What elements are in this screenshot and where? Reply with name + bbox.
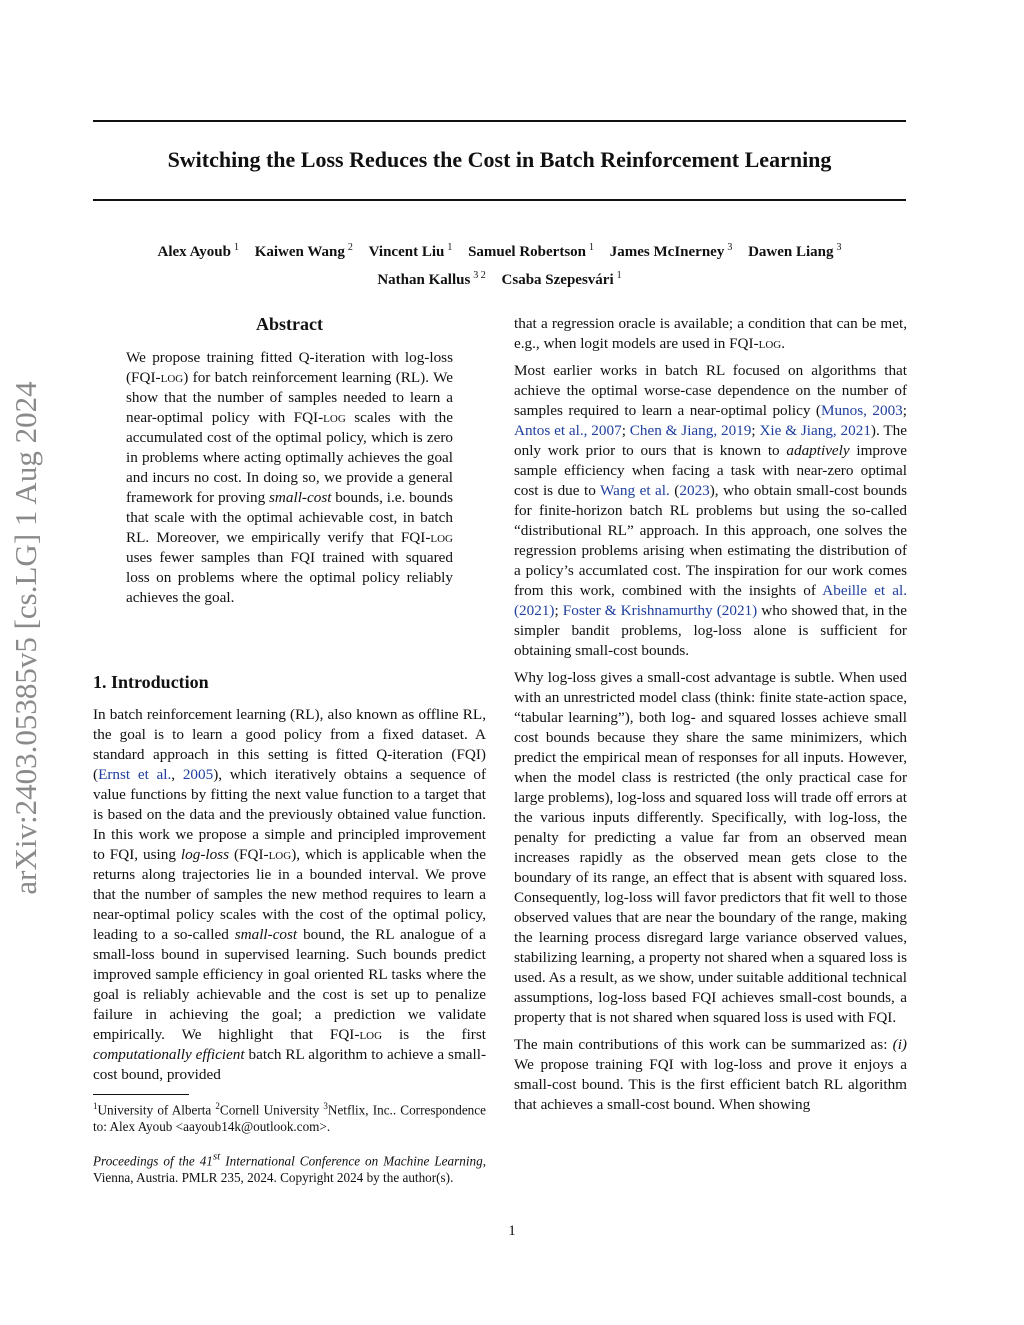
citation-link[interactable]: Antos et al., 2007 bbox=[514, 422, 622, 439]
citation-link[interactable]: Abeille et al. (2021) bbox=[514, 582, 908, 619]
paragraph: The main contributions of this work can be summarized as: (i) We propose training FQI with log-loss and prove it enjoys a small-cost bound. This is the first efficient batch RL algorithm that achieves a small-cost bound. When showing bbox=[514, 1036, 907, 1113]
citation-link[interactable]: 2023 bbox=[679, 482, 710, 499]
introduction-body: In batch reinforcement learning (RL), also known as offline RL, the goal is to learn a good policy from a fixed dataset. A standard approach in this setting is fitted Q-iteration (FQI) (Ernst et al., 2005), which iteratively obtains a sequence of value functions by fitting the next value function to a target that is based on the data and the previously obtained value function. In this work we propose a simple and principled improvement to FQI, using log-loss (FQI-log), which is applicable when the returns along trajectories lie in a bounded interval. We prove that the number of samples the new method requires to learn a near-optimal policy scales with the cost of the optimal policy, leading to a so-called small-cost bound, the RL analogue of a small-loss bound in supervised learning. Such bounds predict improved sample efficiency in goal oriented RL tasks where the goal is reliably achievable and the cost is set up to penalize failure in achieving the goal; a prediction we validate empirically. We highlight that FQI-log is the first computationally efficient batch RL algorithm to achieve a small-cost bound, provided bbox=[93, 706, 487, 1083]
author: Alex Ayoub $^1$ bbox=[157, 242, 239, 260]
abstract-body: We propose training fitted Q-iteration with log-loss (FQI-log) for batch reinforcement learning (RL). We show that the number of samples needed to learn a near-optimal policy with FQI-log scales with the accumulated cost of the optimal policy, which is zero in problems where acting optimally achieves the goal and incurs no cost. In doing so, we provide a general framework for proving small-cost bounds, i.e. bounds that scale with the optimal achievable cost, in batch RL. Moreover, we empirically verify that FQI-log uses fewer samples than FQI trained with squared loss on problems where the optimal policy reliably achieves the goal. bbox=[126, 349, 453, 606]
right-column-body bbox=[514, 314, 907, 1115]
citation-link[interactable]: Foster & Krishnamurthy (2021) bbox=[562, 602, 758, 619]
citation-link[interactable]: Wang et al. bbox=[600, 482, 670, 499]
abstract-heading: Abstract bbox=[256, 314, 323, 334]
arxiv-stamp: arXiv:2403.05385v5 [cs.LG] 1 Aug 2024 bbox=[8, 381, 43, 895]
paper-title: Switching the Loss Reduces the Cost in Batch Reinforcement Learning bbox=[167, 147, 832, 172]
title-rule-top bbox=[93, 120, 906, 122]
citation-link[interactable]: 2005 bbox=[182, 766, 214, 783]
paragraph: Most earlier works in batch RL focused on algorithms that achieve the optimal worse-case dependence on the number of samples required to learn a near-optimal policy (Munos, 2003; Antos et al., 2007; Chen & Jiang, 2019; Xie & Jiang, 2021). The only work prior to ours that is known to adaptively improve sample efficiency when facing a task with near-zero optimal cost is due to Wang et al. (2023), who obtain small-cost bounds for finite-horizon batch RL problems but using the so-called “distributional RL” approach. In this approach, one solves the regression problems arising when estimating the distribution of a policy’s accumlated cost. The inspiration for our work comes from this work, combined with the insights of Abeille et al. (2021); Foster & Krishnamurthy (2021) who showed that, in the simpler bandit problems, log-loss alone is sufficient for obtaining small-cost bounds. bbox=[514, 362, 908, 659]
footnote-rule bbox=[93, 1094, 189, 1095]
author: Vincent Liu $^1$ bbox=[368, 242, 453, 260]
author-list bbox=[93, 236, 906, 292]
paragraph: that a regression oracle is available; a condition that can be met, e.g., when logit models are used in FQI-log. bbox=[514, 315, 907, 352]
author: James McInerney $^3$ bbox=[609, 242, 733, 260]
paragraph: Why log-loss gives a small-cost advantage is subtle. When used with an unrestricted model class (think: finite state-action space, “tabular learning”), both log- and squared losses achieve small cost bounds because they share the same minimizers, which predict the empirical mean of responses for all inputs. However, when the model class is restricted (the only practical case for large problems), log-loss and squared loss will trade off errors at the various inputs differently. Specifically, with log-loss, the penalty for predicting a value far from an observed mean increases rapidly as the observed mean gets close to the boundary of its range, an effect that is absent with squared loss. Consequently, log-loss will favor predictors that fit well to those observed values that are near the boundary of the range, making the learning process disregard large variance observed values, stabilizing learning, a property not shared when a squared loss is used. As a result, as we show, under suitable additional technical assumptions, log-loss based FQI achieves small-cost bounds, a property that is not shared when squared loss is used with FQI. bbox=[514, 669, 907, 1026]
section-heading-introduction: 1. Introduction bbox=[93, 672, 209, 692]
citation-link[interactable]: Ernst et al. bbox=[98, 766, 172, 783]
affiliation-footnote: $^1$University of Alberta $^2$Cornell University $^3$Netflix, Inc.. Correspondence to: Alex Ayoub <aayoub14k@outlook.com>. bbox=[93, 1101, 486, 1135]
citation-link[interactable]: Munos, 2003 bbox=[820, 402, 903, 419]
author: Kaiwen Wang $^2$ bbox=[254, 242, 353, 260]
author: Samuel Robertson $^1$ bbox=[468, 242, 595, 260]
title-rule-bottom bbox=[93, 199, 906, 201]
page-number: 1 bbox=[508, 1223, 516, 1239]
author: Dawen Liang $^3$ bbox=[748, 242, 842, 260]
proceedings-note: Proceedings of the 41st International Conference on Machine Learning, Vienna, Austria. PMLR 235, 2024. Copyright 2024 by the author(s). bbox=[93, 1151, 486, 1186]
citation-link[interactable]: Chen & Jiang, 2019 bbox=[629, 422, 752, 439]
author: Nathan Kallus $^{3 2}$ bbox=[377, 270, 486, 288]
author: Csaba Szepesvári $^1$ bbox=[501, 270, 622, 288]
citation-link[interactable]: Xie & Jiang, 2021 bbox=[759, 422, 871, 439]
